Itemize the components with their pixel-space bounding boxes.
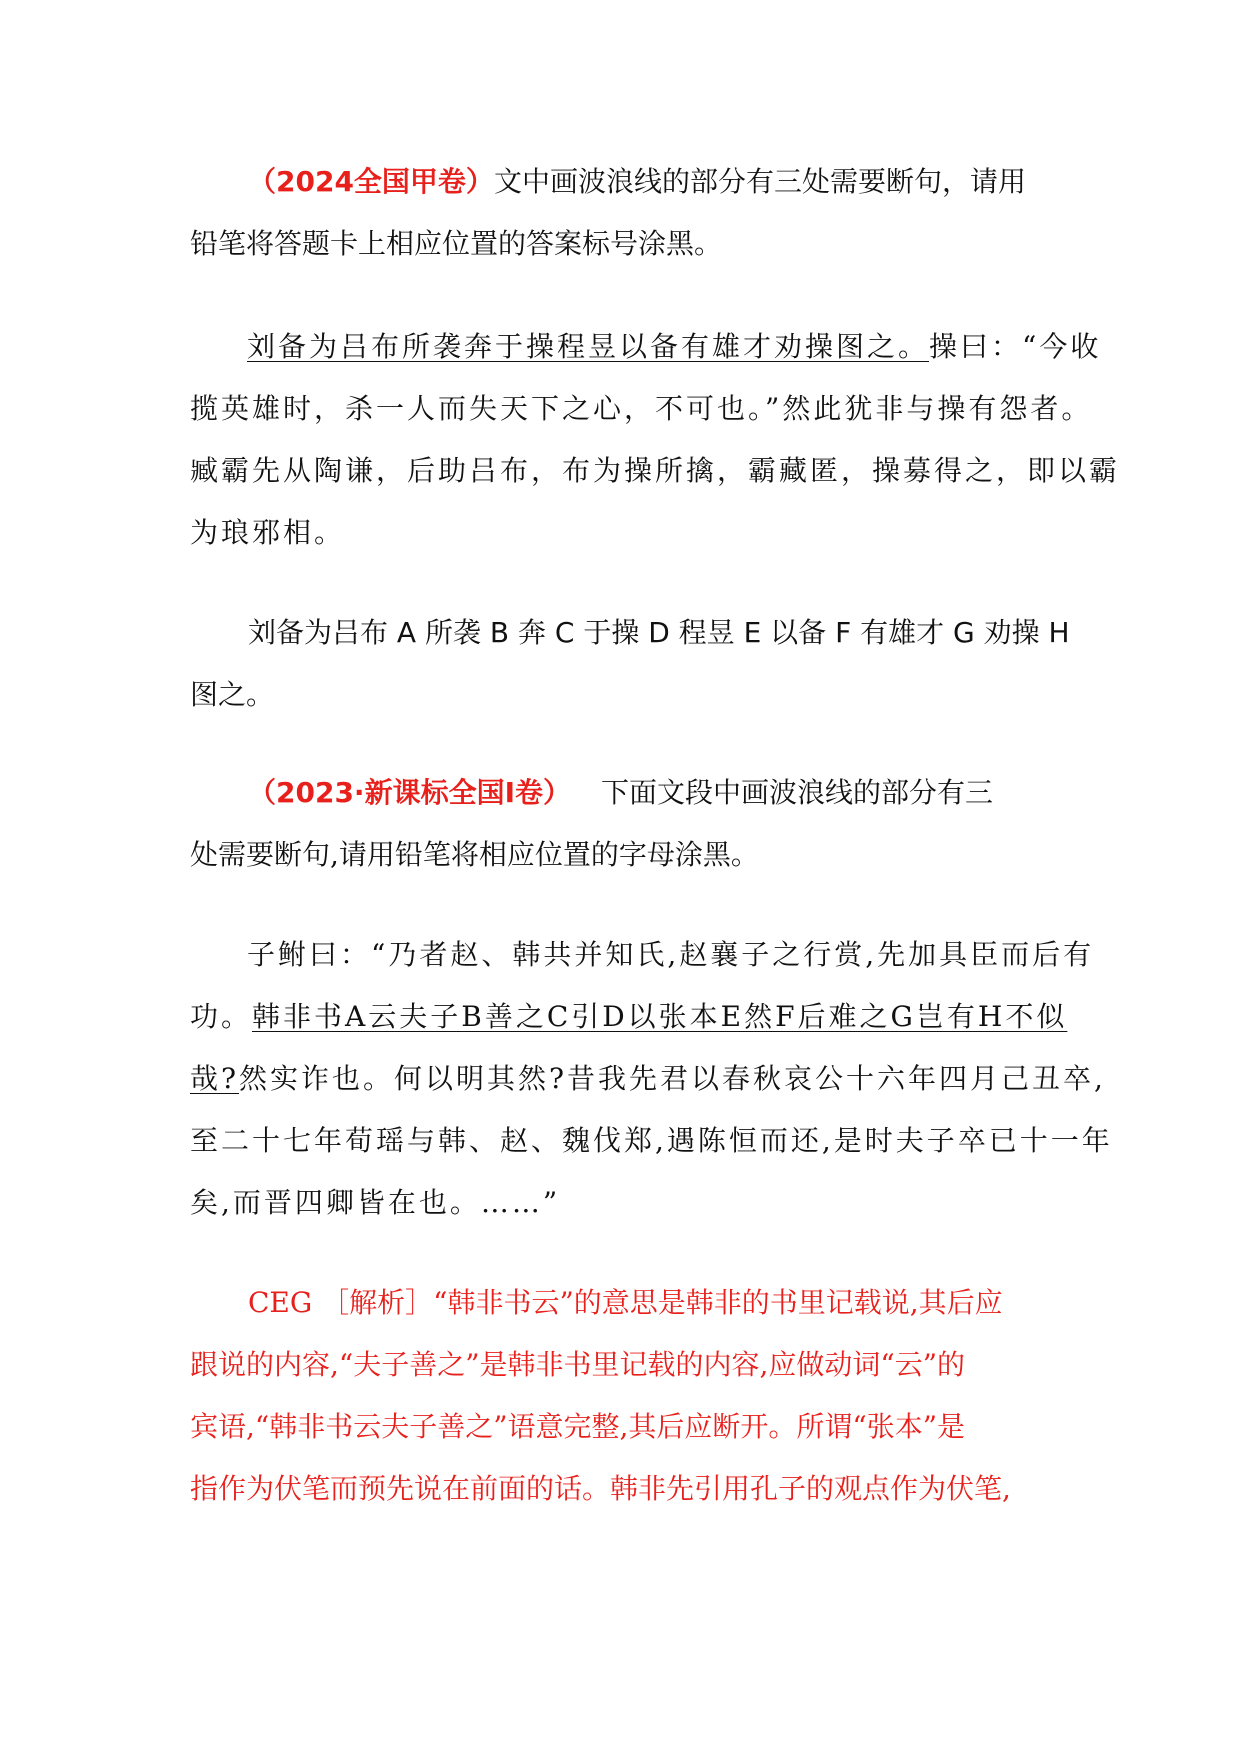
answer-line-1: CEG ［解析］“韩非书云”的意思是韩非的书里记载说,其后应 <box>248 1286 1003 1319</box>
q1-source: （2024全国甲卷） <box>248 165 494 198</box>
q1-prompt-line-1 <box>248 162 1026 202</box>
q2-prompt-line-1 <box>248 773 993 813</box>
q2-passage-line-5: 矣,而晋四卿皆在也。……” <box>190 1186 561 1219</box>
q2-passage-line-2 <box>190 997 1067 1037</box>
q1-passage-line-2: 揽英雄时，杀一人而失天下之心，不可也。”然此犹非与操有怨者。 <box>190 392 1093 425</box>
answer-line-4: 指作为伏笔而预先说在前面的话。韩非先引用孔子的观点作为伏笔, <box>190 1472 1011 1505</box>
q1-passage-text-1: 操曰：“今收 <box>929 330 1102 363</box>
q1-prompt-text-1: 文中画波浪线的部分有三处需要断句，请用 <box>493 165 1026 198</box>
q1-wavy-line-segment: 刘备为吕布所袭奔于操程昱以备有雄才劝操图之。 <box>247 330 930 363</box>
q1-passage-line-1 <box>247 327 1101 367</box>
q2-passage-line-3 <box>190 1059 1106 1099</box>
q2-passage-text-3: 然实诈也。何以明其然?昔我先君以春秋哀公十六年四月己丑卒, <box>239 1062 1106 1095</box>
q2-passage-text-2: 功。 <box>190 1000 253 1033</box>
q2-wavy-line-segment-2: 哉? <box>190 1062 240 1095</box>
q2-passage-line-1: 子鲋曰：“乃者赵、韩共并知氏,赵襄子之行赏,先加具臣而后有 <box>247 938 1095 971</box>
q1-options-line-2: 图之。 <box>190 678 275 711</box>
answer-line-2: 跟说的内容,“夫子善之”是韩非书里记载的内容,应做动词“云”的 <box>190 1348 966 1381</box>
q2-source: （2023·新课标全国Ⅰ卷） <box>248 776 571 809</box>
q1-prompt-line-2: 铅笔将答题卡上相应位置的答案标号涂黑。 <box>190 227 723 260</box>
q2-wavy-line-segment-1: 韩非书A云夫子B善之C引D以张本E然F后难之G岂有H不似 <box>252 1000 1068 1033</box>
q2-prompt-line-2: 处需要断句,请用铅笔将相应位置的字母涂黑。 <box>190 838 759 871</box>
q2-passage-line-4: 至二十七年荀瑶与韩、赵、魏伐郑,遇陈恒而还,是时夫子卒已十一年 <box>190 1124 1113 1157</box>
q1-options-line-1: 刘备为吕布 A 所袭 B 奔 C 于操 D 程昱 E 以备 F 有雄才 G 劝操 H <box>248 616 1070 649</box>
q1-passage-line-4: 为琅邪相。 <box>190 516 346 549</box>
answer-line-3: 宾语,“韩非书云夫子善之”语意完整,其后应断开。所谓“张本”是 <box>190 1410 966 1443</box>
q1-passage-line-3: 臧霸先从陶谦，后助吕布，布为操所擒，霸藏匿，操募得之，即以霸 <box>190 454 1121 487</box>
q2-prompt-text-1: 下面文段中画波浪线的部分有三 <box>601 776 994 809</box>
